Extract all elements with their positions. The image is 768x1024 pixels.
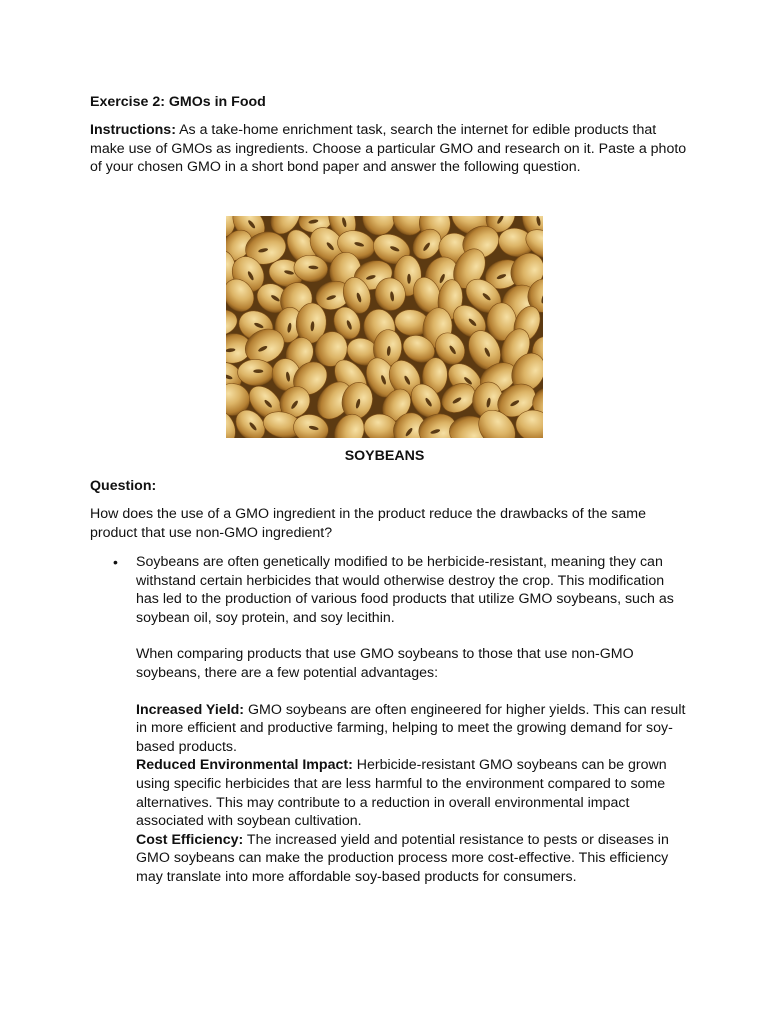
advantage-heading: Cost Efficiency: bbox=[136, 831, 244, 848]
instructions-label: Instructions: bbox=[90, 122, 176, 138]
question-text: How does the use of a GMO ingredient in the product reduce the drawbacks of the same product that use non-GMO ingredient? bbox=[90, 506, 646, 541]
advantage-text: Herbicide-resistant GMO soybeans can be grown using specific herbicides that are less harmful to the environment compared to some alternatives. This may contribute to a reduction in overall environmental impact associated with soybean cultivation. bbox=[136, 757, 667, 830]
advantage-increased-yield bbox=[136, 701, 686, 757]
answer-block bbox=[136, 553, 686, 887]
exercise-title: Exercise 2: GMOs in Food bbox=[90, 94, 266, 110]
advantage-reduced-environmental-impact bbox=[136, 756, 686, 830]
advantage-text: GMO soybeans are often engineered for higher yields. This can result in more efficient and productive farming, helping to meet the growing demand for soy-based products. bbox=[136, 701, 686, 755]
soybean-hilum bbox=[407, 274, 411, 284]
soybean-hilum bbox=[253, 369, 263, 373]
advantage-heading: Reduced Environmental Impact: bbox=[136, 757, 353, 774]
question-label: Question: bbox=[90, 478, 157, 494]
bullet-marker: • bbox=[113, 554, 118, 570]
answer-comparison: When comparing products that use GMO soybeans to those that use non-GMO soybeans, there are a few potential advantages: bbox=[136, 646, 634, 681]
soybeans-photo bbox=[226, 216, 543, 438]
answer-intro: Soybeans are often genetically modified to be herbicide-resistant, meaning they can withstand certain herbicides that would otherwise destroy the crop. This modification has led to the production of various food products that utilize GMO soybeans, such as soybean oil, soy protein, and soy lecithin. bbox=[136, 554, 674, 626]
instructions-paragraph bbox=[90, 121, 690, 177]
photo-caption: SOYBEANS bbox=[344, 448, 425, 464]
advantage-cost-efficiency bbox=[136, 831, 686, 887]
soybean bbox=[238, 359, 274, 385]
advantage-text: The increased yield and potential resistance to pests or diseases in GMO soybeans can make the production process more cost-effective. This efficiency may translate into more affordable soy-based products for consumers. bbox=[136, 831, 669, 885]
instructions-text: As a take-home enrichment task, search the internet for edible products that make use of GMOs as ingredients. Choose a particular GMO and research on it. Paste a photo of your chosen GMO in a short bond paper and answer the following question. bbox=[90, 122, 687, 176]
advantage-heading: Increased Yield: bbox=[136, 701, 245, 718]
